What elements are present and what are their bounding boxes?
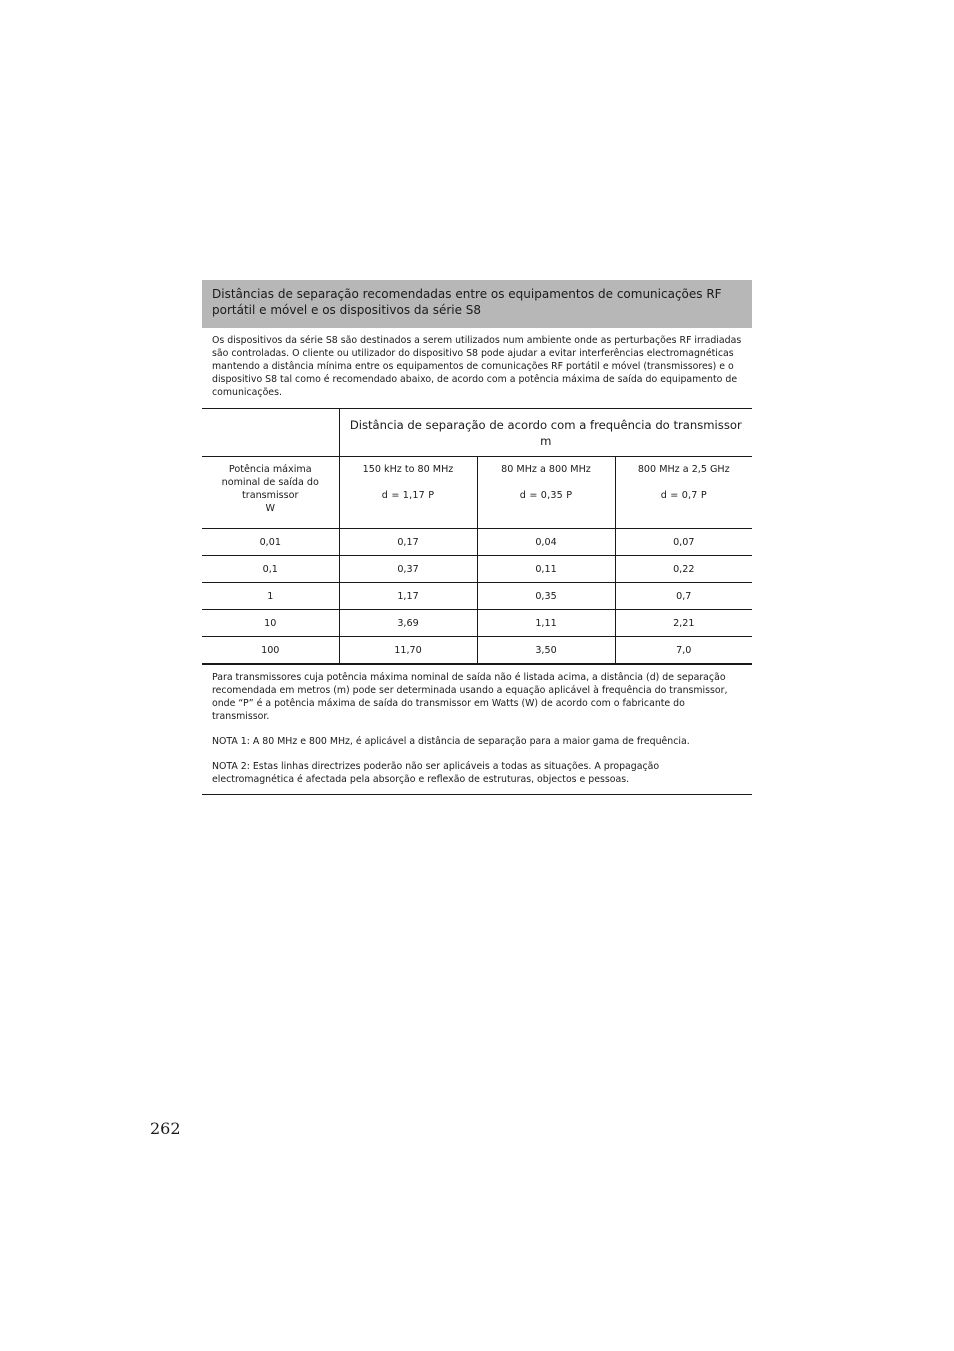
freq-range: 150 kHz to 80 MHz (362, 464, 454, 475)
power-header-cell (202, 457, 339, 529)
group-header-line1: Distância de separação de acordo com a frequência do transmissor (349, 417, 742, 432)
power-header-line: transmissor (242, 490, 299, 501)
freq-header-cell (615, 457, 752, 529)
notes-paragraph: Para transmissores cuja potência máxima nominal de saída não é listada acima, a distância (d) de separação recomendada em metros (m) pode ser determinada usando a equação aplicável à frequência do transmissor, onde “P” é a potência máxima de saída do transmissor em Watts (W) de acordo com o fabricante do transmissor. (212, 672, 728, 722)
freq-formula: d = 0,7 P (660, 490, 707, 501)
note-2: NOTA 2: Estas linhas directrizes poderão não ser aplicáveis a todas as situações. A propagação electromagnética é afectada pela absorção e reflexão de estruturas, objectos e pessoas. (212, 761, 660, 785)
distance-cell: 3,69 (339, 610, 477, 637)
power-cell: 10 (202, 610, 339, 637)
empty-header-cell (202, 409, 339, 457)
power-cell: 100 (202, 637, 339, 664)
table-row (202, 556, 752, 583)
section-title: Distâncias de separação recomendadas entre os equipamentos de comunicações RF portátil e móvel e os dispositivos da série S8 (212, 287, 722, 317)
distance-cell: 0,07 (615, 529, 752, 556)
distance-cell: 0,11 (477, 556, 615, 583)
table-row (202, 529, 752, 556)
distance-cell: 0,7 (615, 583, 752, 610)
table-row (202, 583, 752, 610)
power-cell: 0,1 (202, 556, 339, 583)
distance-cell: 0,17 (339, 529, 477, 556)
intro-paragraph: Os dispositivos da série S8 são destinados a serem utilizados num ambiente onde as perturbações RF irradiadas são controladas. O cliente ou utilizador do dispositivo S8 pode ajudar a evitar interferências electromagnéticas mantendo a distância mínima entre os equipamentos de comunicações RF portátil e móvel (transmissores) e o dispositivo S8 tal como é recomendado abaixo, de acordo com a potência máxima de saída do equipamento de comunicações. (212, 335, 742, 398)
distance-cell: 0,37 (339, 556, 477, 583)
separation-distance-table (202, 408, 752, 664)
distance-cell: 3,50 (477, 637, 615, 664)
distance-cell: 0,35 (477, 583, 615, 610)
freq-formula: d = 0,35 P (519, 490, 573, 501)
table-row (202, 610, 752, 637)
distance-cell: 11,70 (339, 637, 477, 664)
table-group-header-row (202, 409, 752, 457)
distance-cell: 0,22 (615, 556, 752, 583)
power-cell: 0,01 (202, 529, 339, 556)
table-column-header-row (202, 457, 752, 529)
group-header-unit: m (540, 433, 552, 448)
freq-range: 80 MHz a 800 MHz (501, 464, 591, 475)
power-cell: 1 (202, 583, 339, 610)
freq-range: 800 MHz a 2,5 GHz (637, 464, 730, 475)
section-header (202, 280, 752, 328)
power-header-line: Potência máxima (228, 464, 312, 475)
power-header-unit: W (265, 503, 275, 514)
page-number: 262 (150, 1119, 181, 1138)
freq-header-cell (339, 457, 477, 529)
group-header-cell (339, 409, 752, 457)
distance-cell: 2,21 (615, 610, 752, 637)
freq-formula: d = 1,17 P (381, 490, 435, 501)
note-1: NOTA 1: A 80 MHz e 800 MHz, é aplicável a distância de separação para a maior gama de frequência. (212, 736, 690, 747)
distance-cell: 0,04 (477, 529, 615, 556)
notes-section (202, 664, 752, 795)
distance-cell: 7,0 (615, 637, 752, 664)
power-header-line: nominal de saída do (221, 477, 319, 488)
freq-header-cell (477, 457, 615, 529)
table-row (202, 637, 752, 664)
distance-cell: 1,11 (477, 610, 615, 637)
distance-cell: 1,17 (339, 583, 477, 610)
separation-distance-block (202, 280, 752, 795)
